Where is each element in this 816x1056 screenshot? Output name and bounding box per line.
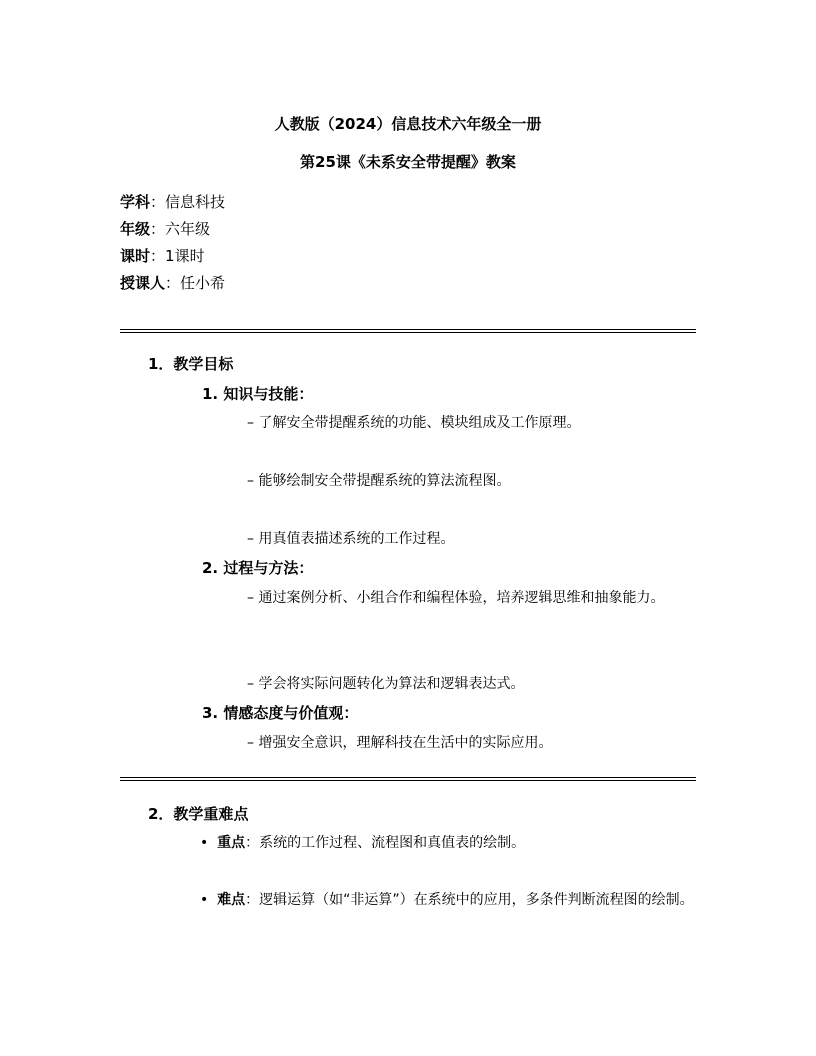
document-title: 人教版（2024）信息技术六年级全一册 xyxy=(274,115,542,133)
lesson-title: 第25课《未系安全带提醒》教案 xyxy=(300,153,516,171)
bullet-glyph: • xyxy=(200,835,209,851)
meta-teacher: 授课人：任小希 xyxy=(120,274,226,292)
meta-subject-label: 学科 xyxy=(120,193,151,211)
bullet-glyph: • xyxy=(200,892,209,908)
bullet-key-point xyxy=(168,829,697,857)
meta-grade-label: 年级 xyxy=(120,220,151,238)
section-heading-key-difficult: 2．教学重难点 xyxy=(148,805,249,823)
meta-subject-value: 信息科技 xyxy=(165,193,226,211)
divider-rule xyxy=(120,329,696,333)
list-item: – 用真值表描述系统的工作过程。 xyxy=(247,531,455,547)
key-point-label: 重点 xyxy=(217,835,246,851)
meta-teacher-value: 任小希 xyxy=(180,274,226,292)
section-heading-objectives: 1．教学目标 xyxy=(148,355,234,373)
list-item: – 了解安全带提醒系统的功能、模块组成及工作原理。 xyxy=(247,415,581,431)
list-item: – 能够绘制安全带提醒系统的算法流程图。 xyxy=(247,473,511,489)
key-point-text: ：系统的工作过程、流程图和真值表的绘制。 xyxy=(245,835,526,851)
list-item: – 通过案例分析、小组合作和编程体验，培养逻辑思维和抽象能力。 xyxy=(247,590,665,606)
subheading-process-methods: 2. 过程与方法： xyxy=(202,559,314,577)
difficult-point-label: 难点 xyxy=(217,892,246,908)
difficult-point-text: ：逻辑运算（如“非运算”）在系统中的应用，多条件判断流程图的绘制。 xyxy=(245,892,694,908)
meta-hours: 课时：1课时 xyxy=(120,247,205,265)
meta-grade: 年级：六年级 xyxy=(120,220,211,238)
meta-subject: 学科：信息科技 xyxy=(120,193,226,211)
list-item: – 增强安全意识，理解科技在生活中的实际应用。 xyxy=(247,735,553,751)
meta-teacher-label: 授课人 xyxy=(120,274,166,292)
subheading-knowledge-skills: 1. 知识与技能： xyxy=(202,385,314,403)
subheading-attitudes-values: 3. 情感态度与价值观： xyxy=(202,704,359,722)
meta-grade-value: 六年级 xyxy=(165,220,211,238)
meta-hours-label: 课时 xyxy=(120,247,151,265)
meta-hours-value: 1课时 xyxy=(165,247,205,265)
list-item: – 学会将实际问题转化为算法和逻辑表达式。 xyxy=(247,676,525,692)
bullet-difficult-point xyxy=(168,886,697,914)
divider-rule xyxy=(120,777,696,781)
